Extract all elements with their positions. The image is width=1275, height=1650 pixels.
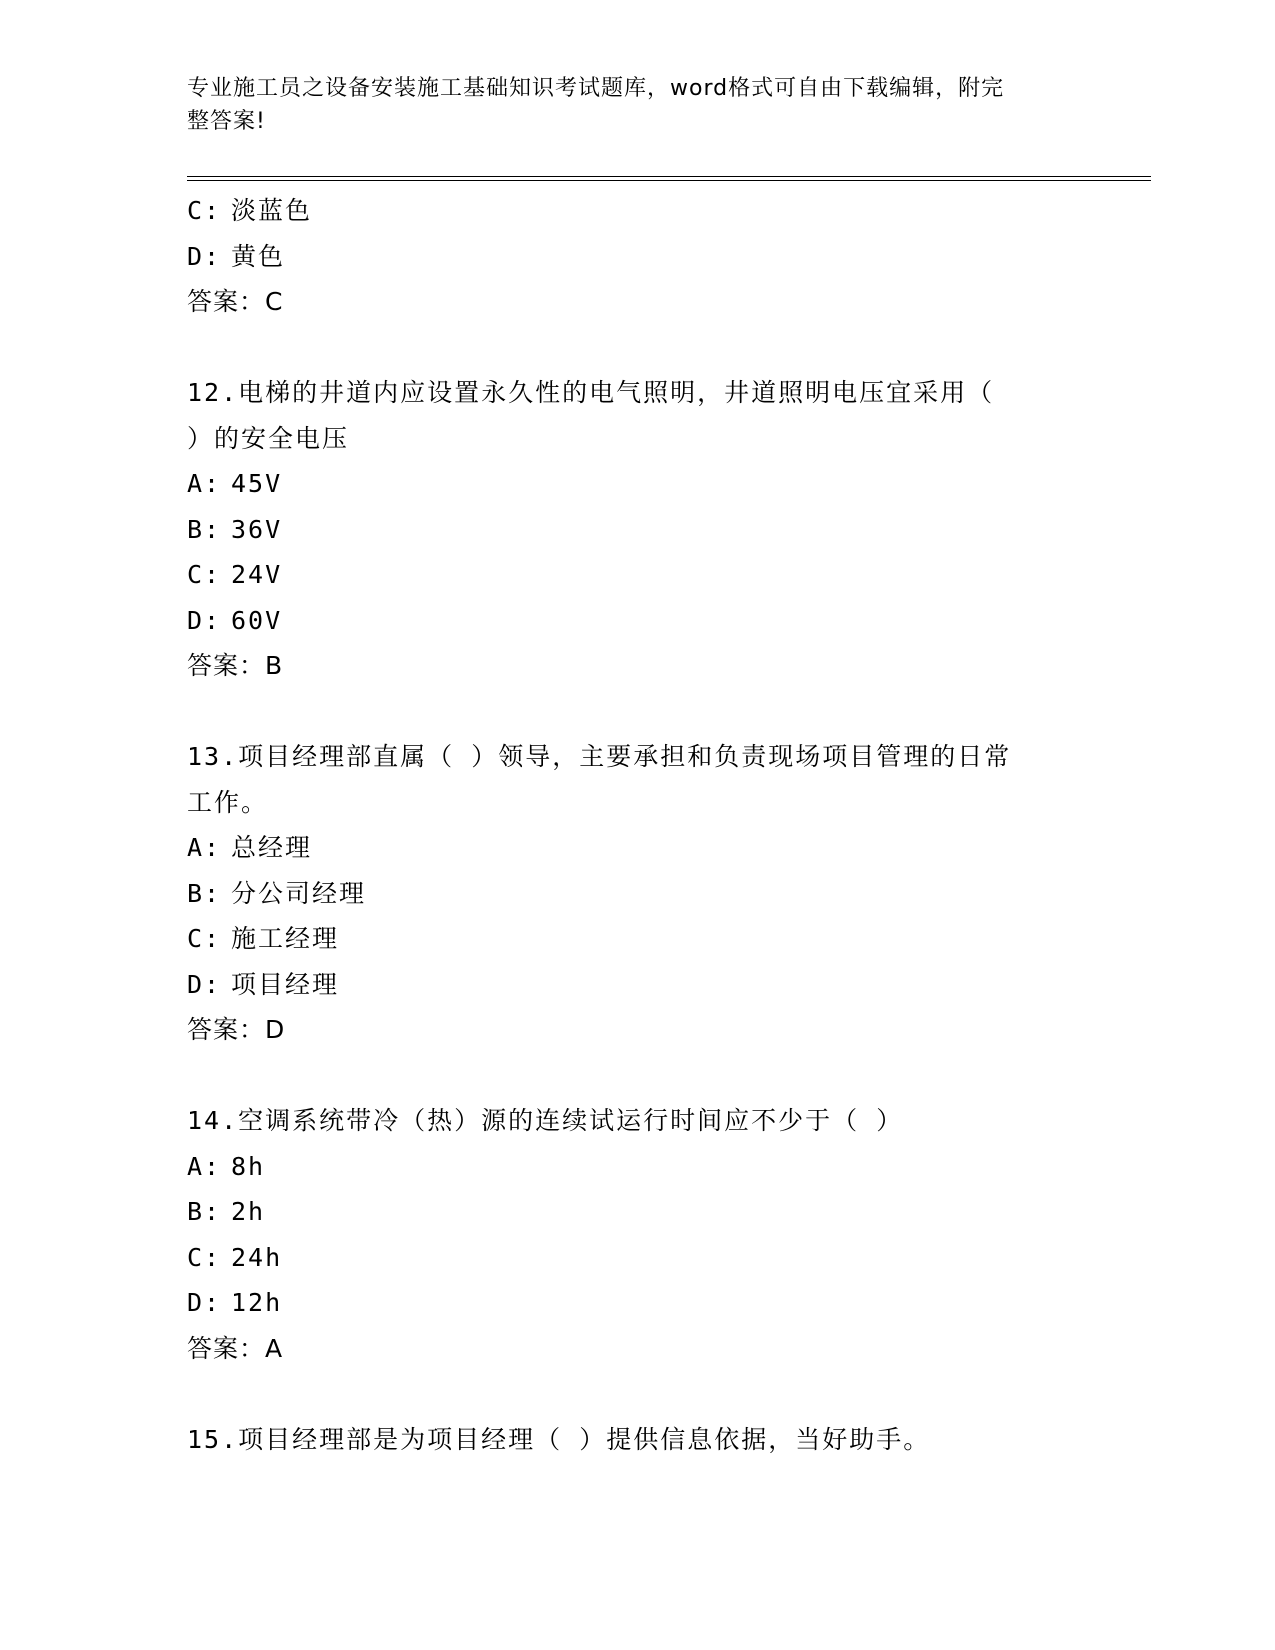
option-label: C: [187, 924, 222, 953]
option-label: B: [187, 514, 222, 544]
question-number: 13. [187, 742, 239, 771]
question-13 [187, 734, 1067, 825]
question-number: 14. [187, 1106, 239, 1135]
option-c [187, 188, 1087, 234]
question-text-continued: ）的安全电压 [187, 423, 350, 453]
option-a [187, 825, 1087, 871]
option-text: 45V [231, 469, 283, 498]
question-text: 电梯的井道内应设置永久性的电气照明，井道照明电压宜采用（ [238, 378, 995, 407]
spacer [187, 689, 1087, 735]
option-text: 24V [231, 560, 283, 589]
answer-line: 答案：C [187, 287, 284, 316]
option-c [187, 1235, 1087, 1281]
question-12 [187, 370, 1067, 461]
answer-line: 答案：D [187, 1015, 286, 1044]
question-15 [187, 1417, 1067, 1463]
option-d [187, 598, 1087, 644]
option-label: B: [187, 1197, 222, 1226]
option-text: 黄色 [231, 241, 286, 271]
option-text: 项目经理 [231, 969, 340, 999]
option-text: 8h [231, 1151, 266, 1181]
option-b [187, 871, 1087, 917]
question-number: 15. [187, 1424, 239, 1454]
option-text: 总经理 [231, 833, 313, 862]
option-label: C: [187, 196, 222, 225]
option-label: A: [187, 833, 222, 862]
option-text: 24h [231, 1242, 283, 1272]
option-c [187, 552, 1087, 598]
option-label: D: [187, 605, 222, 635]
option-a [187, 1144, 1087, 1190]
option-c [187, 916, 1087, 962]
option-b [187, 1189, 1087, 1235]
question-number: 12. [187, 378, 239, 407]
question-text: 项目经理部是为项目经理（ ）提供信息依据，当好助手。 [238, 1424, 931, 1454]
option-text: 淡蓝色 [231, 196, 313, 225]
answer-line: 答案：A [187, 1333, 284, 1363]
option-label: D: [187, 241, 222, 271]
option-label: C: [187, 1242, 222, 1272]
option-label: B: [187, 878, 222, 908]
option-b [187, 507, 1087, 553]
option-text: 36V [231, 514, 283, 544]
spacer [187, 325, 1087, 371]
option-text: 2h [231, 1197, 266, 1226]
question-list [187, 188, 1087, 1462]
option-text: 12h [231, 1288, 283, 1317]
option-d [187, 962, 1087, 1008]
spacer [187, 1053, 1087, 1099]
option-text: 分公司经理 [231, 878, 367, 908]
option-label: D: [187, 1288, 222, 1317]
option-label: A: [187, 1151, 222, 1181]
question-text-continued: 工作。 [187, 787, 269, 817]
question-text: 空调系统带冷（热）源的连续试运行时间应不少于（ ） [238, 1106, 904, 1135]
question-14 [187, 1098, 1067, 1144]
question-text: 项目经理部直属（ ）领导，主要承担和负责现场项目管理的日常 [238, 742, 1012, 771]
answer-line: 答案：B [187, 651, 284, 680]
option-label: D: [187, 969, 222, 999]
option-d [187, 234, 1087, 280]
option-label: C: [187, 560, 222, 589]
header-divider [187, 176, 1151, 181]
document-header [187, 72, 1067, 138]
header-line-1: 专业施工员之设备安装施工基础知识考试题库，word格式可自由下载编辑，附完 [187, 76, 1005, 101]
option-d [187, 1280, 1087, 1326]
option-label: A: [187, 469, 222, 498]
spacer [187, 1371, 1087, 1417]
option-text: 60V [231, 605, 283, 635]
header-line-2: 整答案! [187, 109, 266, 134]
option-a [187, 461, 1087, 507]
option-text: 施工经理 [231, 924, 340, 953]
